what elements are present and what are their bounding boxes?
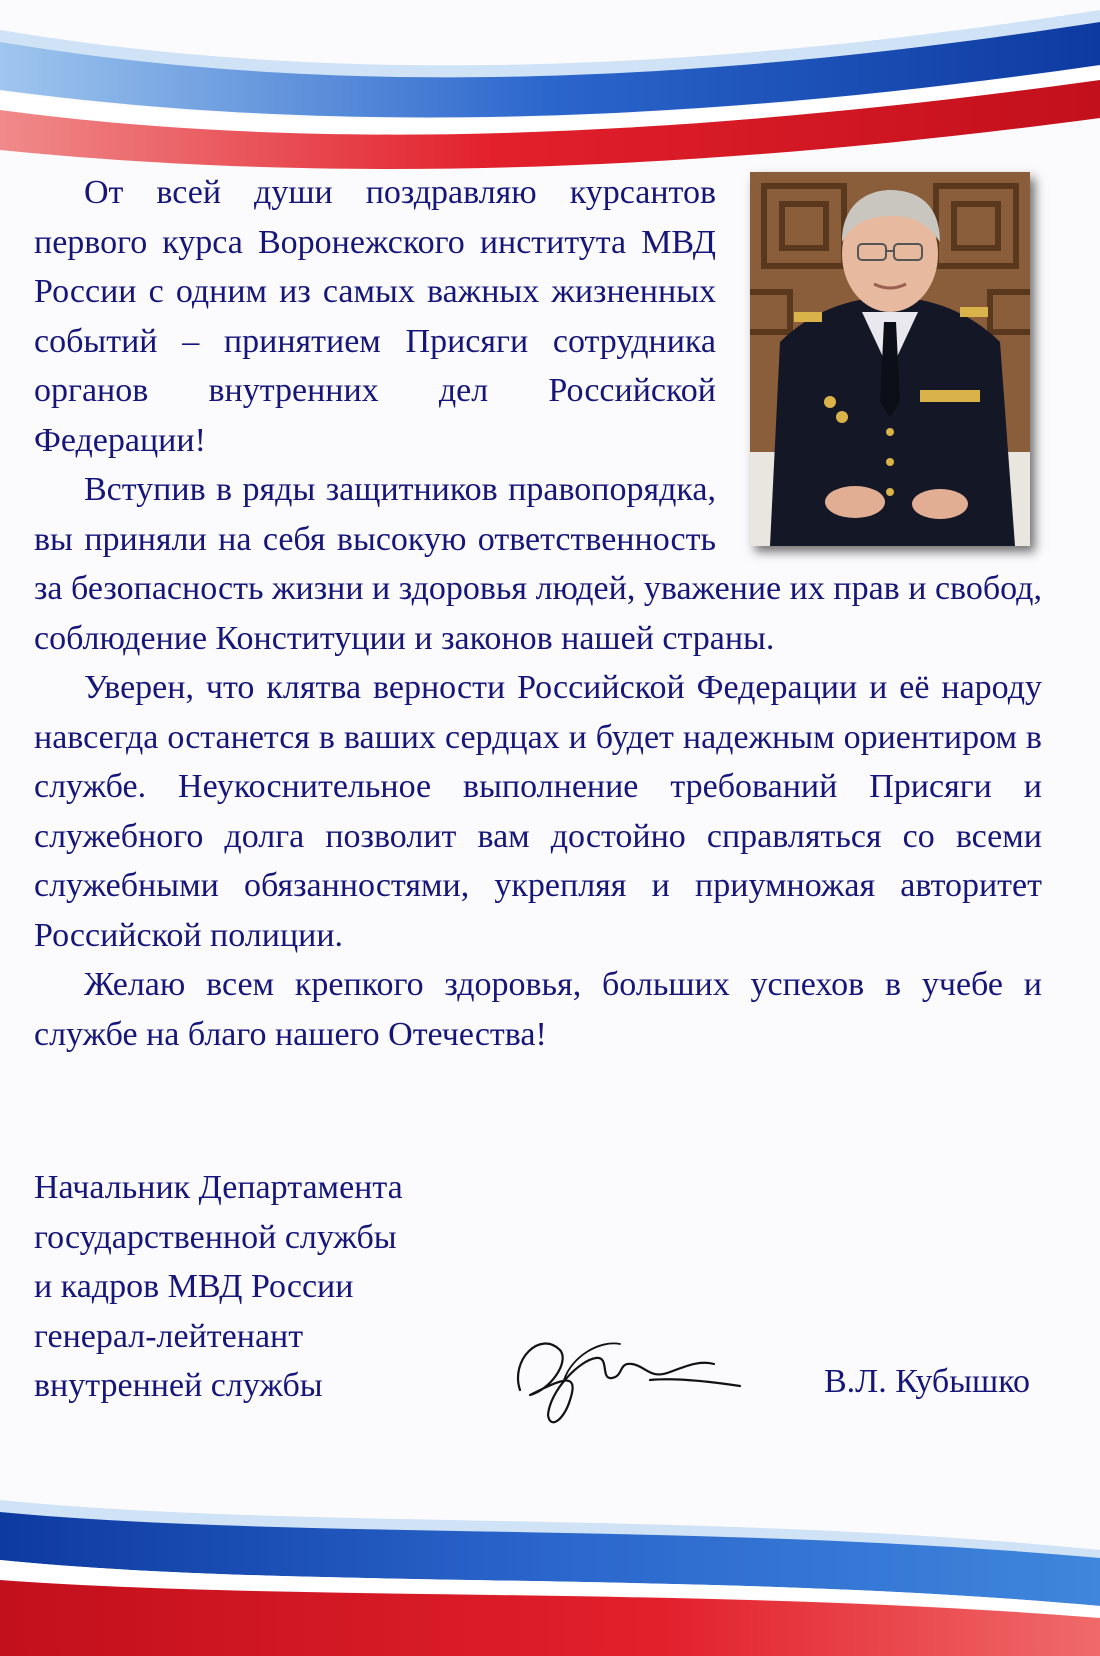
paragraph-3: Уверен, что клятва верности Российской Федерации и её народу навсегда останется в ваших сердцах и будет надежным ориентиром в службе. Неукоснительное выполнение требований Присяги и служебного долга позволит вам достойно справляться со всеми служебными обязанностями, укрепляя и приумножая авторитет Российской полиции. <box>34 669 1042 954</box>
bottom-flag-ribbon <box>0 1430 1100 1656</box>
title-line: государственной службы <box>34 1218 397 1256</box>
portrait-photo <box>750 172 1030 546</box>
title-line: генерал-лейтенант <box>34 1317 304 1355</box>
portrait-illustration <box>750 172 1030 546</box>
title-line: Начальник Департамента <box>34 1169 403 1206</box>
letter-body <box>34 168 1042 1059</box>
signatory-name: В.Л. Кубышко <box>824 1363 1031 1400</box>
paragraph-1: От всей души поздравляю курсантов первого курса Воронежского института МВД России с одним из самых важных жизненных событий – принятием Присяги сотрудника органов внутренних дел Российской Федерации! <box>34 174 716 459</box>
title-line: и кадров МВД России <box>34 1268 354 1305</box>
signatory-title <box>34 1163 403 1411</box>
paragraph-4: Желаю всем крепкого здоровья, больших успехов в учебе и службе на благо нашего Отечества! <box>34 966 1042 1053</box>
handwritten-signature <box>500 1320 750 1440</box>
title-line: внутренней службы <box>34 1367 323 1404</box>
paragraph-2: Вступив в ряды защитников правопорядка, вы приняли на себя высокую ответственность за безопасность жизни и здоровья людей, уважение их прав и свобод, соблюдение Конституции и законов нашей страны. <box>34 471 1042 657</box>
top-flag-ribbon <box>0 0 1100 175</box>
